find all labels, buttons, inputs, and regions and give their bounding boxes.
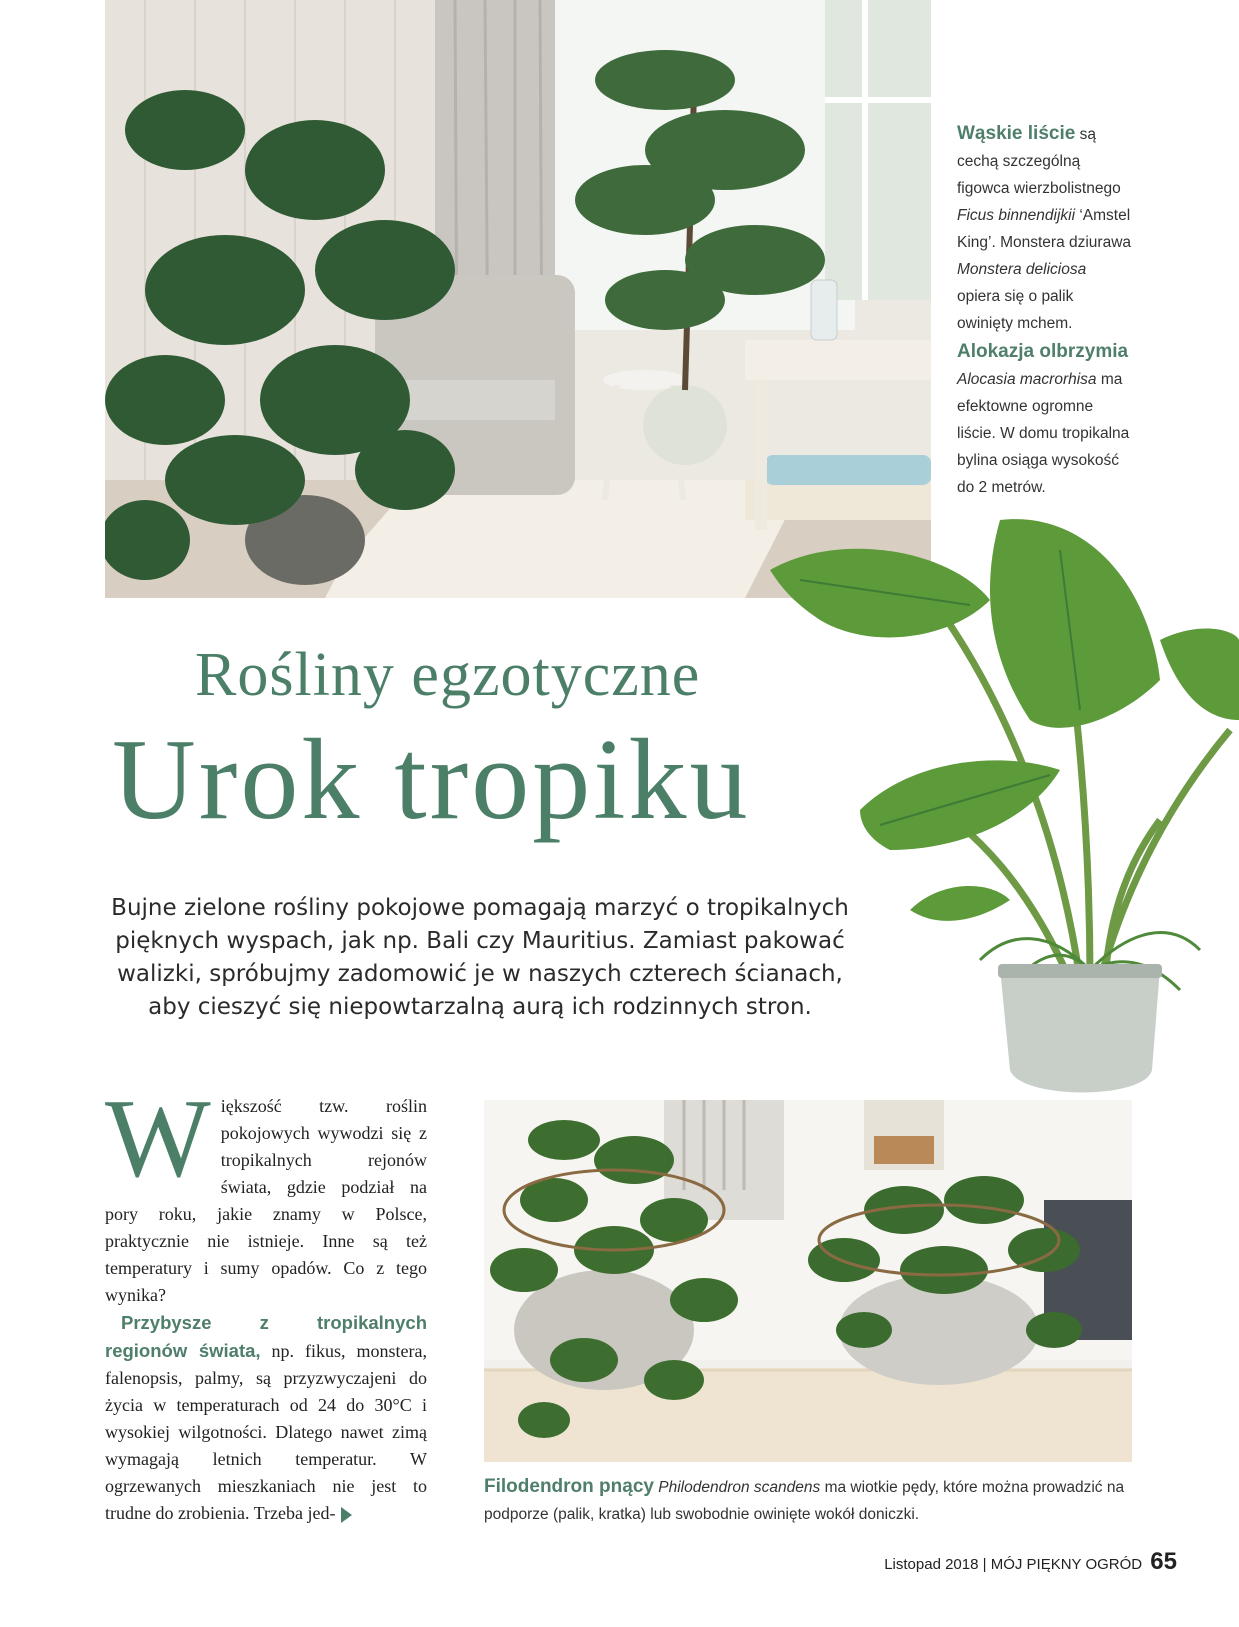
philodendron-caption-text: ma wiotkie pędy, które można prowadzić na podporze (palik, kratka) lub swobodnie owinięte wokół doniczki. bbox=[484, 1479, 1125, 1523]
side-caption-latin: Monstera deliciosa bbox=[957, 261, 1087, 278]
body-text bbox=[105, 1077, 427, 1527]
philodendron-caption bbox=[484, 1473, 1144, 1528]
side-caption-ficus bbox=[957, 120, 1132, 337]
side-caption-text: opiera się o palik owinięty mchem. bbox=[957, 288, 1074, 332]
kicker-heading: Rośliny egzotyczne bbox=[195, 641, 701, 709]
side-caption-text: ma efektowne ogromne liście. W domu tropikalna bylina osiąga wysokość do 2 metrów. bbox=[957, 371, 1130, 496]
side-caption-text: są cechą szczególną figowca wierzbolistnego bbox=[957, 126, 1121, 197]
footer-magazine: MÓJ PIĘKNY OGRÓD bbox=[990, 1556, 1143, 1573]
body-paragraph-2-lead: Przybysze z tropikalnych regionów świata, bbox=[105, 1312, 427, 1361]
footer-issue: Listopad 2018 bbox=[884, 1556, 979, 1573]
side-caption-text: ‘Amstel King’. Monstera dziurawa bbox=[957, 207, 1132, 251]
side-caption-alocasia bbox=[957, 338, 1132, 501]
philodendron-caption-lead: Filodendron pnący bbox=[484, 1476, 654, 1497]
continue-arrow-icon bbox=[341, 1507, 352, 1523]
side-caption-ficus-lead: Wąskie liście bbox=[957, 123, 1076, 144]
footer-separator: | bbox=[982, 1556, 987, 1573]
page-footer bbox=[884, 1548, 1177, 1576]
page-number: 65 bbox=[1150, 1548, 1177, 1575]
side-caption-latin: Ficus binnendijkii bbox=[957, 207, 1076, 224]
philodendron-photo bbox=[484, 1100, 1132, 1462]
body-paragraph-1: iększość tzw. roślin pokojowych wywodzi się z tropikalnych rejonów świata, gdzie podział na pory roku, jakie znamy w Polsce, praktycznie nie istnieje. Inne są też temperatury i sumy opadów. Co z tego wynika? bbox=[105, 1096, 427, 1305]
page-title: Urok tropiku bbox=[112, 716, 751, 844]
philodendron-caption-latin: Philodendron scandens bbox=[658, 1479, 821, 1496]
body-paragraph-2: np. fikus, monstera, falenopsis, palmy, są przyzwyczajeni do życia w temperaturach od 24 do 30°C i wysokiej wilgotności. Dlatego nawet zimą wymagają letnich temperatur. W ogrzewanych mieszkaniach nie jest to trudne do zrobienia. Trzeba jed- bbox=[105, 1341, 427, 1523]
drop-cap: W bbox=[105, 1077, 211, 1201]
side-caption-latin: Alocasia macrorhisa bbox=[957, 371, 1097, 388]
alocasia-plant-photo bbox=[760, 490, 1239, 1160]
lead-paragraph: Bujne zielone rośliny pokojowe pomagają marzyć o tropikalnych pięknych wyspach, jak np. Bali czy Mauritius. Zamiast pakować walizki, spróbujmy zadomowić je w naszych czterech ścianach, aby cieszyć się niepowtarzalną aurą ich rodzinnych stron. bbox=[111, 895, 849, 1020]
side-caption-alocasia-lead: Alokazja olbrzymia bbox=[957, 341, 1129, 362]
